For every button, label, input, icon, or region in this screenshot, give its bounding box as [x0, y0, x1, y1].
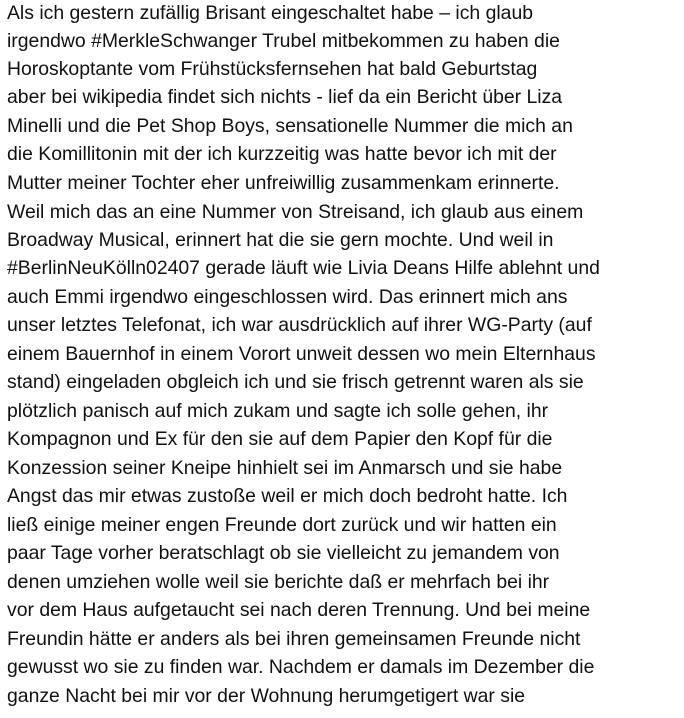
text-line: Konzession seiner Kneipe hinhielt sei im Anmarsch und sie habe	[7, 457, 563, 479]
text-line: gewusst wo sie zu finden war. Nachdem er damals im Dezember die	[7, 656, 595, 678]
text-line: Horoskoptante vom Frühstücksfernsehen hat bald Geburtstag	[7, 58, 538, 80]
text-line: auch Emmi irgendwo eingeschlossen wird. Das erinnert mich ans	[7, 286, 568, 308]
text-line: irgendwo #MerkleSchwanger Trubel mitbekommen zu haben die	[7, 30, 560, 52]
text-line: ließ einige meiner engen Freunde dort zurück und wir hatten ein	[7, 514, 557, 536]
text-line: plötzlich panisch auf mich zukam und sagte ich solle gehen, ihr	[7, 400, 549, 422]
text-line: #BerlinNeuKölln02407 gerade läuft wie Livia Deans Hilfe ablehnt und	[7, 257, 600, 279]
text-line: vor dem Haus aufgetaucht sei nach deren Trennung. Und bei meine	[7, 599, 591, 621]
text-line: einem Bauernhof in einem Vorort unweit dessen wo mein Elternhaus	[7, 343, 596, 365]
text-line: unser letztes Telefonat, ich war ausdrücklich auf ihrer WG-Party (auf	[7, 314, 592, 336]
text-line: Minelli und die Pet Shop Boys, sensationelle Nummer die mich an	[7, 115, 573, 137]
text-line: Angst das mir etwas zustoße weil er mich doch bedroht hatte. Ich	[7, 485, 568, 507]
text-line: ganze Nacht bei mir vor der Wohnung herumgetigert war sie	[7, 685, 526, 707]
text-line: stand) eingeladen obgleich ich und sie frisch getrennt waren als sie	[7, 371, 584, 393]
text-line: Broadway Musical, erinnert hat die sie gern mochte. Und weil in	[7, 229, 554, 251]
text-line: Mutter meiner Tochter eher unfreiwillig zusammenkam erinnerte.	[7, 172, 560, 194]
text-line: Weil mich das an eine Nummer von Streisand, ich glaub aus einem	[7, 201, 584, 223]
text-line: Als ich gestern zufällig Brisant eingeschaltet habe – ich glaub	[7, 2, 534, 24]
text-line: Kompagnon und Ex für den sie auf dem Papier den Kopf für die	[7, 428, 553, 450]
text-line: aber bei wikipedia findet sich nichts - lief da ein Bericht über Liza	[7, 86, 563, 108]
text-line: denen umziehen wolle weil sie berichte daß er mehrfach bei ihr	[7, 571, 550, 593]
text-line: die Komillitonin mit der ich kurzzeitig was hatte bevor ich mit der	[7, 143, 557, 165]
text-line: Freundin hätte er anders als bei ihren gemeinsamen Freunde nicht	[7, 628, 581, 650]
text-line: paar Tage vorher beratschlagt ob sie vielleicht zu jemandem von	[7, 542, 560, 564]
